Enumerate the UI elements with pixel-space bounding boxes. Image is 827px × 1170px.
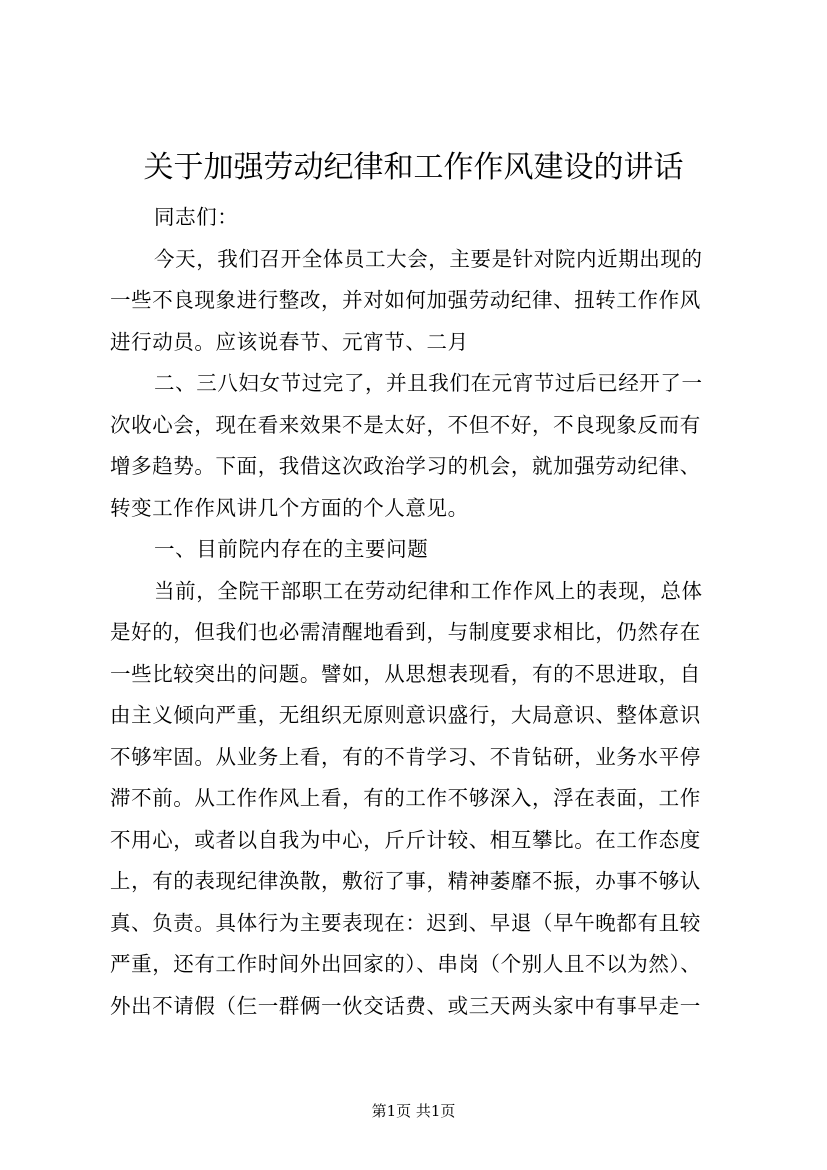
text-line: 是好的，但我们也必需清醒地看到，与制度要求相比，仍然存在: [110, 620, 701, 644]
text-line: 外出不请假（仨一群俩一伙交话费、或三天两头家中有事早走一: [110, 993, 701, 1018]
text-line: 不够牢固。从业务上看，有的不肯学习、不肯钻研，业务水平停: [110, 744, 701, 769]
text-line: 一、目前院内存在的主要问题: [154, 537, 429, 561]
text-line: 同志们：: [154, 205, 239, 229]
text-line: 进行动员。应该说春节、元宵节、二月: [110, 329, 469, 354]
text-line: 今天，我们召开全体员工大会，主要是针对院内近期出现的: [154, 246, 703, 271]
text-line: 由主义倾向严重，无组织无原则意识盛行，大局意识、整体意识: [110, 703, 701, 727]
text-line: 增多趋势。下面，我借这次政治学习的机会，就加强劳动纪律、: [110, 454, 701, 478]
document-body: [110, 197, 730, 1027]
text-line: 不用心，或者以自我为中心，斤斤计较、相互攀比。在工作态度: [110, 827, 701, 852]
text-line: 一些不良现象进行整改，并对如何加强劳动纪律、扭转工作作风: [110, 288, 701, 312]
text-line: 转变工作作风讲几个方面的个人意见。: [110, 495, 469, 520]
text-line: 当前，全院干部职工在劳动纪律和工作作风上的表现，总体: [154, 578, 703, 603]
text-line: 次收心会，现在看来效果不是太好，不但不好，不良现象反而有: [110, 412, 701, 437]
text-line: 一些比较突出的问题。譬如，从思想表现看，有的不思进取，自: [110, 661, 701, 686]
text-line: 上，有的表现纪律涣散，敷衍了事，精神萎靡不振，办事不够认: [110, 869, 701, 893]
text-line: 真、负责。具体行为主要表现在：迟到、早退（早午晚都有且较: [110, 910, 701, 935]
text-line: 滞不前。从工作作风上看，有的工作不够深入，浮在表面，工作: [110, 786, 701, 810]
text-line: 二、三八妇女节过完了，并且我们在元宵节过后已经开了一: [154, 371, 703, 395]
text-line: 严重，还有工作时间外出回家的）、串岗（个别人且不以为然）、: [110, 952, 702, 976]
page-footer: 第1页 共1页: [371, 1102, 456, 1120]
document-title: 关于加强劳动纪律和工作作风建设的讲话: [143, 150, 684, 185]
